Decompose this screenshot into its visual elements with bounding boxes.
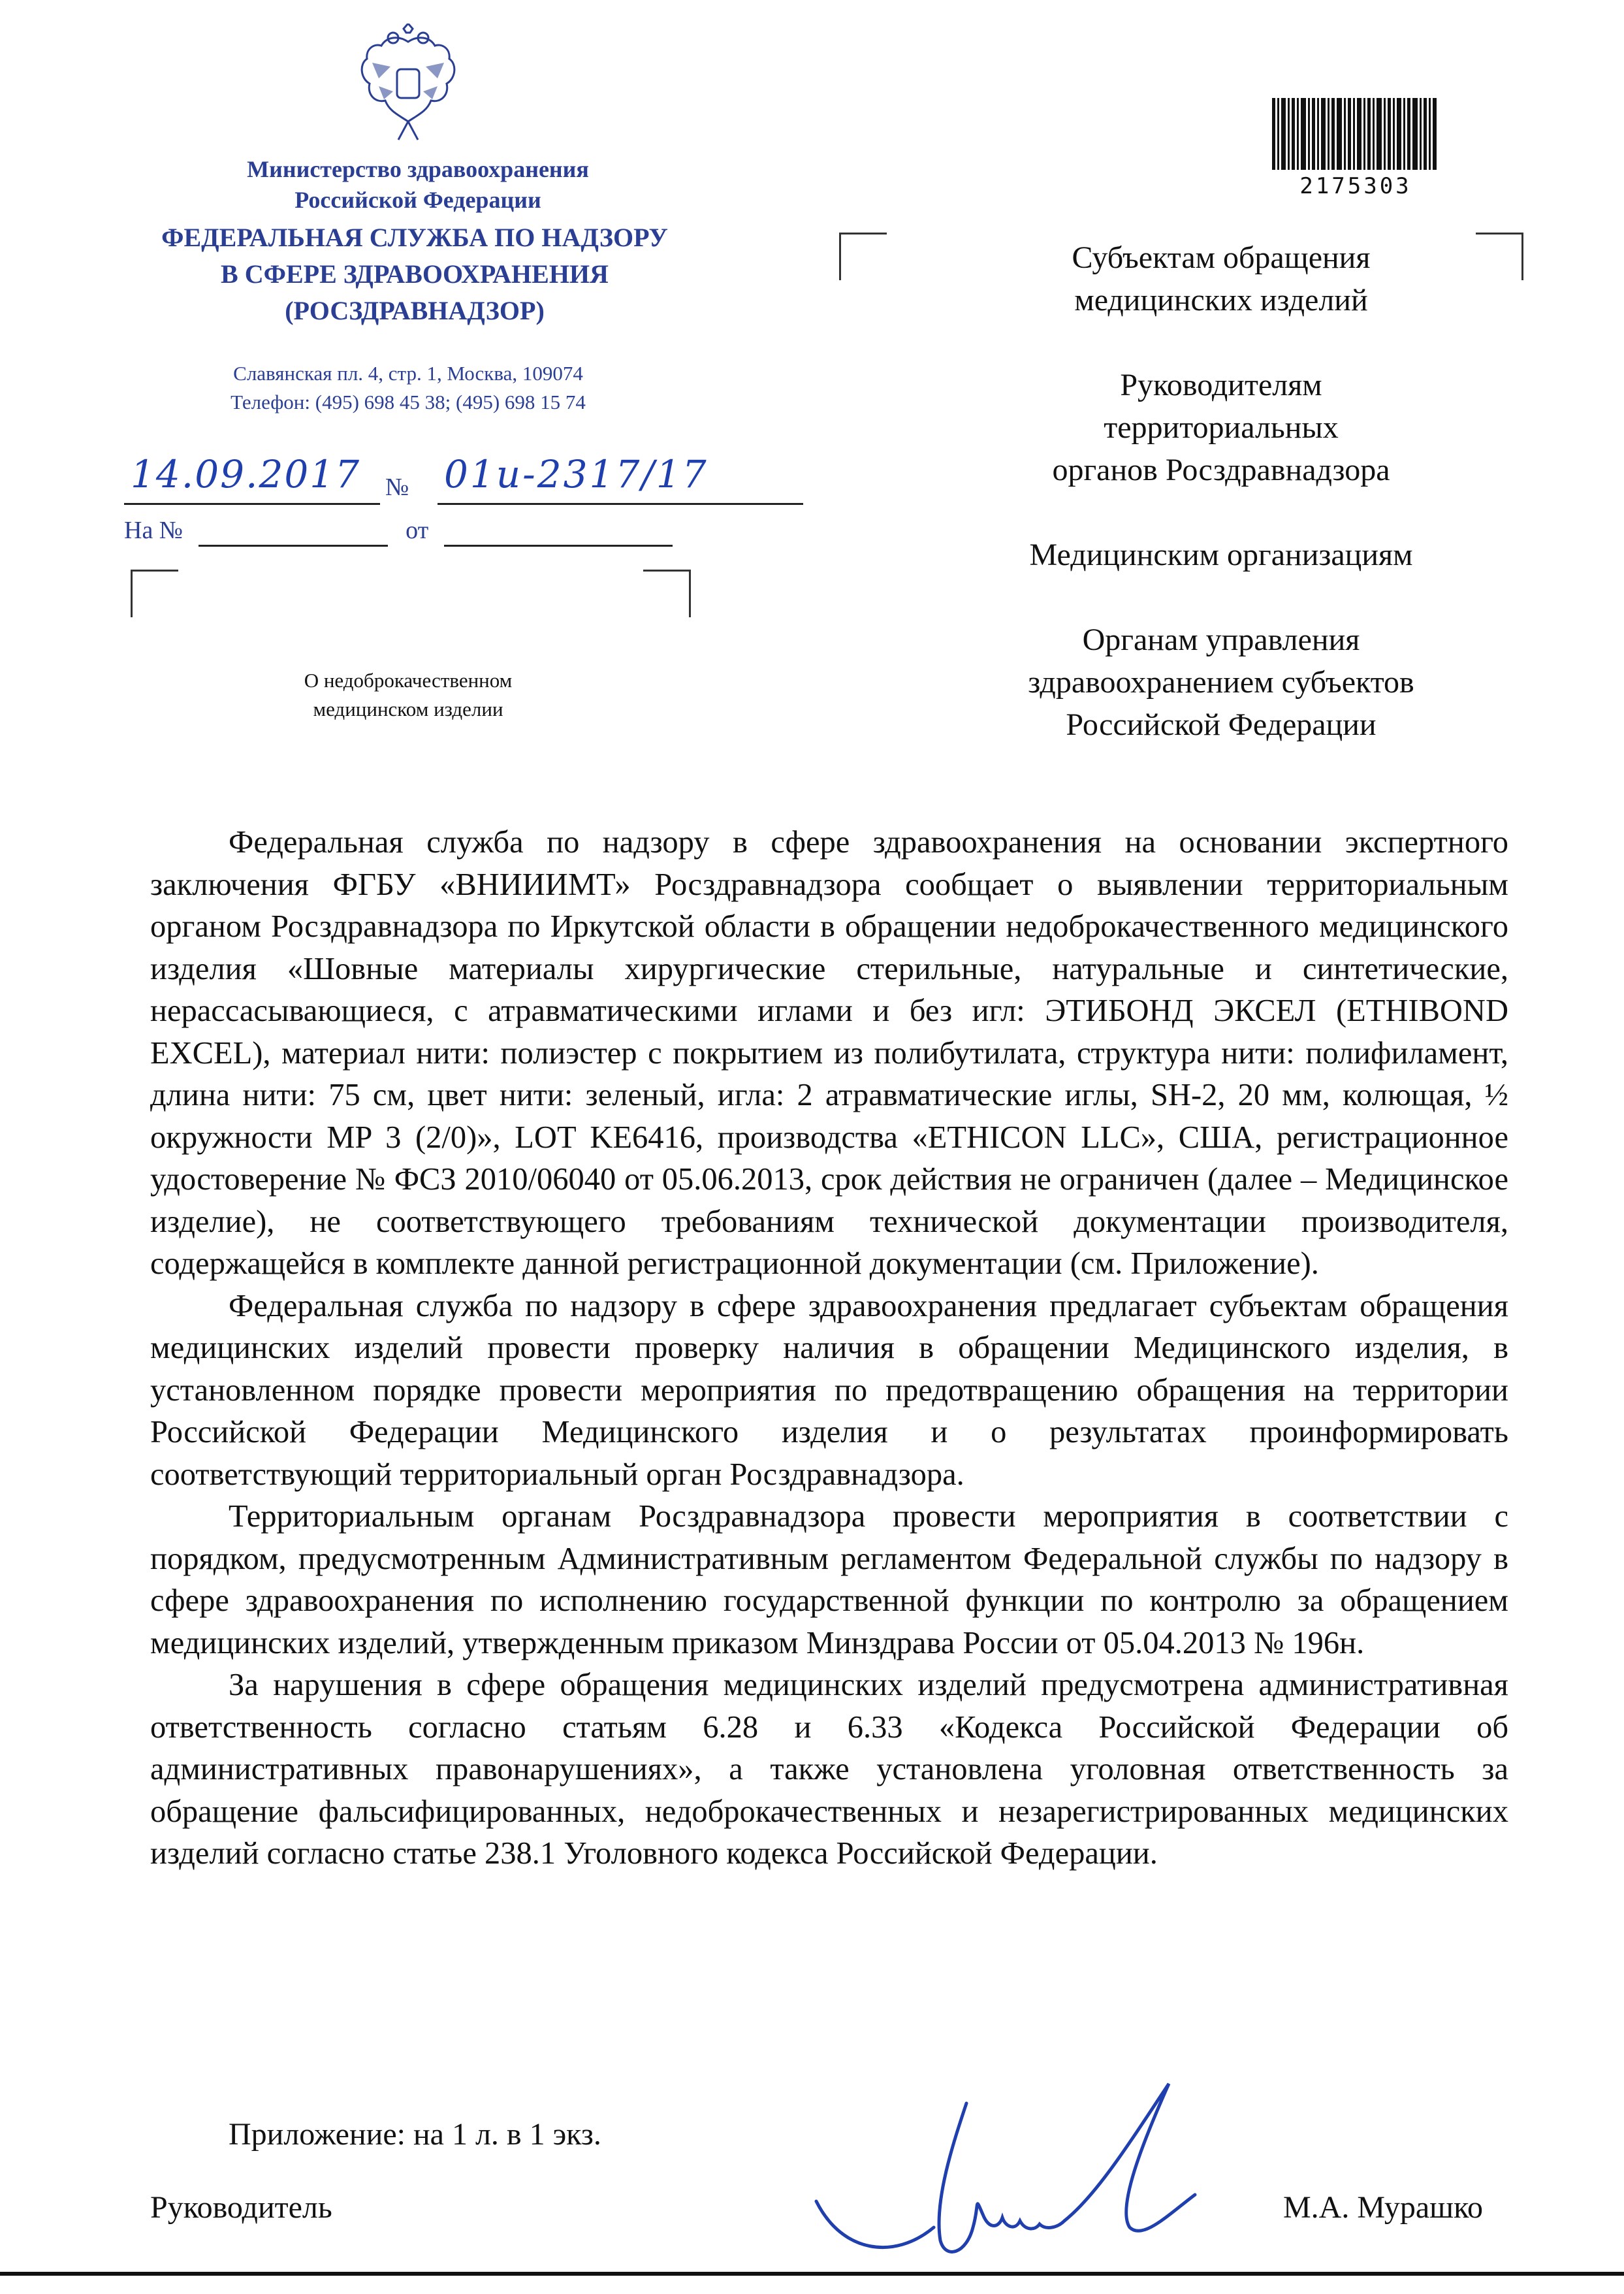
reply-label: На № <box>124 517 183 544</box>
recipients-block <box>940 236 1502 746</box>
letter-body <box>150 822 1508 1875</box>
signatory-title: Руководитель <box>150 2190 332 2225</box>
recipient-line: территориальных <box>1104 410 1339 445</box>
body-paragraph-3: Территориальным органам Росздравнадзора провести мероприятия в соответствии с порядком, предусмотренным Административным регламентом Федеральной службы по надзору в сфере здравоохранения по исполнению государственной функции по контролю за обращением медицинских изделий, утвержденным приказом Минздрава России от 05.04.2013 № 196н. <box>150 1499 1508 1660</box>
reply-line <box>124 516 673 547</box>
body-paragraph-2: Федеральная служба по надзору в сфере здравоохранения предлагает субъектам обращения медицинских изделий провести проверку наличия в обращении Медицинского изделия, в установленном порядке провести мероприятия по предотвращению обращения на территории Российской Федерации Медицинского изделия и о результатах проинформировать соответствующий территориальный орган Росздравнадзора. <box>150 1288 1508 1492</box>
addressee-bracket-left <box>839 233 887 280</box>
subject-line-1: О недоброкачественном <box>304 669 513 692</box>
registration-line <box>124 451 862 516</box>
recipient-line: Руководителям <box>1120 368 1322 402</box>
recipient-line: Российской Федерации <box>1066 707 1377 742</box>
ministry-name <box>176 154 660 216</box>
number-prefix: № <box>385 474 409 501</box>
reply-date-blank <box>444 516 673 547</box>
service-line-3: (РОСЗДРАВНАДЗОР) <box>285 296 545 325</box>
recipient-line: здравоохранением субъектов <box>1028 665 1414 700</box>
recipient-line: Органам управления <box>1082 622 1360 657</box>
page-bottom-rule <box>0 2272 1624 2276</box>
ministry-line-1: Министерство здравоохранения <box>247 156 589 182</box>
attachment-note: Приложение: на 1 л. в 1 экз. <box>229 2117 601 2152</box>
phone-line: Телефон: (495) 698 45 38; (495) 698 15 74 <box>231 391 586 413</box>
reply-from-label: от <box>406 517 429 544</box>
subject-bracket-right <box>643 570 691 617</box>
service-line-2: В СФЕРЕ ЗДРАВООХРАНЕНИЯ <box>221 259 609 289</box>
recipient-line: Субъектам обращения <box>1072 240 1371 275</box>
barcode-number: 2175303 <box>1299 173 1412 199</box>
reply-number-blank <box>199 516 388 547</box>
address-line: Славянская пл. 4, стр. 1, Москва, 109074 <box>233 362 583 385</box>
ministry-line-2: Российской Федерации <box>295 187 541 213</box>
subject-block <box>248 666 568 724</box>
registration-date: 14.09.2017 <box>131 452 361 496</box>
recipient-line: Медицинским организациям <box>1029 538 1413 572</box>
recipient-line: медицинских изделий <box>1074 283 1368 317</box>
recipient-line: органов Росздравнадзора <box>1052 453 1390 487</box>
body-paragraph-4: За нарушения в сфере обращения медицинских изделий предусмотрена административная ответственность согласно статьям 6.28 и 6.33 «Кодекса Российской Федерации об административных правонарушениях», а также установлена уголовная ответственность за обращение фальсифицированных, недоброкачественных и незарегистрированных медицинских изделий согласно статье 238.1 Уголовного кодекса Российской Федерации. <box>150 1668 1508 1871</box>
body-paragraph-1: Федеральная служба по надзору в сфере здравоохранения на основании экспертного заключения ФГБУ «ВНИИИМТ» Росздравнадзора сообщает о выявлении территориальным органом Росздравнадзора по Иркутской области в обращении недоброкачественного медицинского изделия «Шовные материалы хирургические стерильные, натуральные и синтетические, нерассасывающиеся, с атравматическими иглами и без игл: ЭТИБОНД ЭКСЕЛ (ETHIBOND EXCEL), материал нити: полиэстер с покрытием из полибутилата, структура нити: полифиламент, длина нити: 75 см, цвет нити: зеленый, игла: 2 атравматические иглы, SH-2, 20 мм, колющая, ½ окружности MP 3 (2/0)», LOT KE6416, производства «ETHICON LLC», США, регистрационное удостоверение № ФСЗ 2010/06040 от 05.06.2013, срок действия не ограничен (далее – Медицинское изделие), не соответствующего требованиям технической документации производителя, содержащейся в комплекте данной регистрационной документации (см. Приложение). <box>150 825 1508 1281</box>
address-block <box>131 359 686 417</box>
service-name <box>104 219 725 329</box>
barcode <box>1272 98 1439 170</box>
service-line-1: ФЕДЕРАЛЬНАЯ СЛУЖБА ПО НАДЗОРУ <box>161 223 668 252</box>
emblem-icon <box>353 24 464 148</box>
subject-line-2: медицинском изделии <box>313 698 503 720</box>
signatory-name: М.А. Мурашко <box>1283 2190 1483 2225</box>
signature-mark <box>803 2064 1221 2273</box>
registration-number: 01и-2317/17 <box>444 452 709 496</box>
subject-bracket-left <box>131 570 178 617</box>
